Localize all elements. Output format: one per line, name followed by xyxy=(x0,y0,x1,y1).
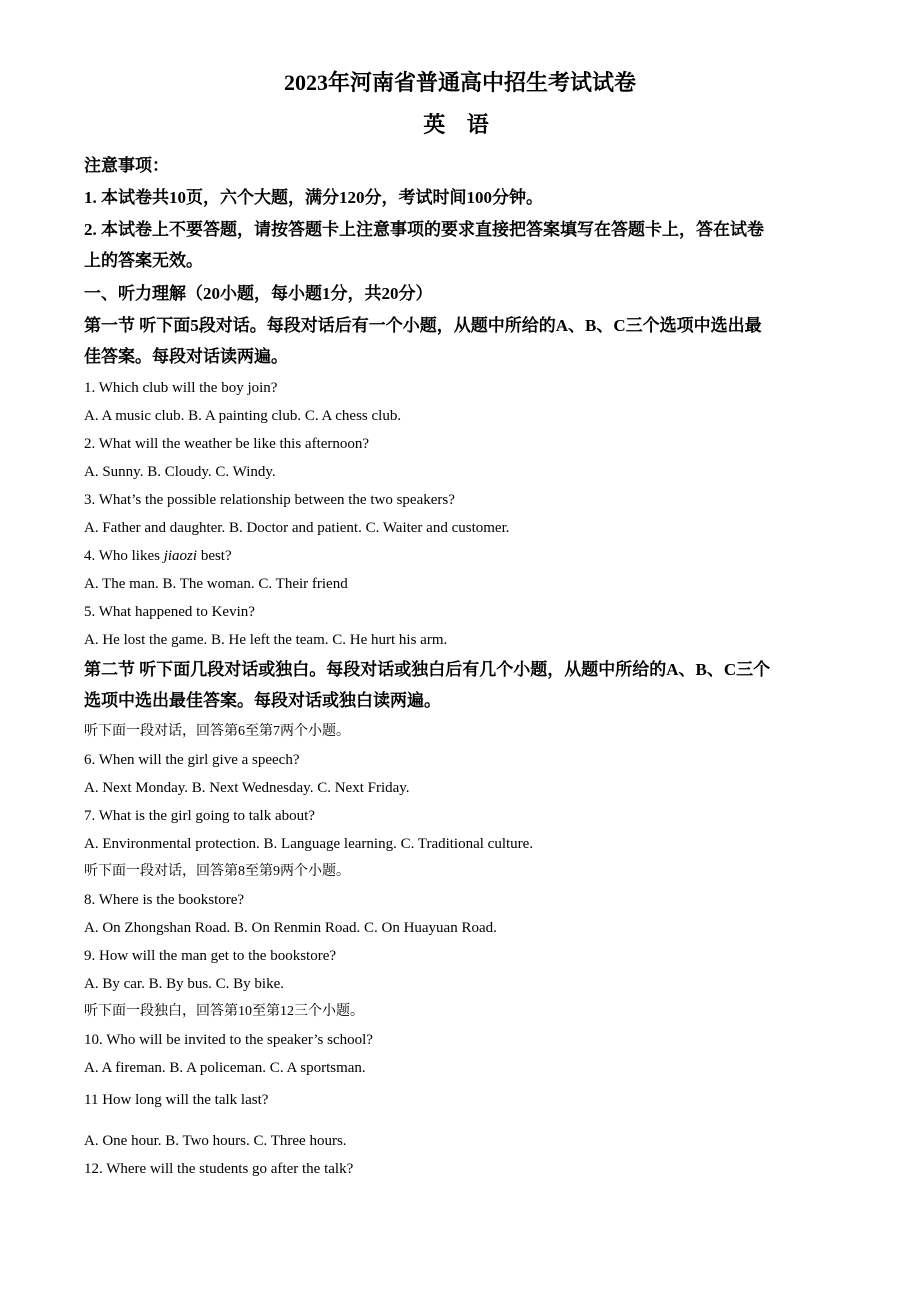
notice-item-2-line-1: 2. 本试卷上不要答题，请按答题卡上注意事项的要求直接把答案填写在答题卡上，答在试卷 xyxy=(84,220,764,239)
question-9: 9. How will the man get to the bookstore? xyxy=(84,948,337,964)
question-6-options: A. Next Monday. B. Next Wednesday. C. Next Friday. xyxy=(84,780,410,796)
section2-instruction-line-2: 选项中选出最佳答案。每段对话或独白读两遍。 xyxy=(84,691,441,710)
part1-heading: 一、听力理解（20小题，每小题1分，共20分） xyxy=(84,284,433,303)
question-1-options: A. A music club. B. A painting club. C. A chess club. xyxy=(84,408,402,424)
question-4-suffix: best? xyxy=(197,548,232,564)
question-4-italic-word: jiaozi xyxy=(163,548,198,564)
question-10-options: A. A fireman. B. A policeman. C. A sportsman. xyxy=(84,1060,366,1076)
instruction-10-12: 听下面一段独白，回答第10至第12三个小题。 xyxy=(84,1004,364,1019)
question-5: 5. What happened to Kevin? xyxy=(84,604,255,620)
question-4-options: A. The man. B. The woman. C. Their friend xyxy=(84,576,348,592)
question-3-options: A. Father and daughter. B. Doctor and patient. C. Waiter and customer. xyxy=(84,520,510,536)
notice-item-1: 1. 本试卷共10页，六个大题，满分120分，考试时间100分钟。 xyxy=(84,188,543,207)
question-4 xyxy=(84,545,844,567)
subject-title: 英 语 xyxy=(423,112,497,137)
question-2: 2. What will the weather be like this afternoon? xyxy=(84,436,370,452)
question-7: 7. What is the girl going to talk about? xyxy=(84,808,315,824)
question-3: 3. What’s the possible relationship between the two speakers? xyxy=(84,492,455,508)
question-6: 6. When will the girl give a speech? xyxy=(84,752,300,768)
question-9-options: A. By car. B. By bus. C. By bike. xyxy=(84,976,285,992)
question-8: 8. Where is the bookstore? xyxy=(84,892,245,908)
notice-heading: 注意事项： xyxy=(84,156,169,175)
question-11-options: A. One hour. B. Two hours. C. Three hours. xyxy=(84,1133,347,1149)
question-1: 1. Which club will the boy join? xyxy=(84,380,278,396)
question-2-options: A. Sunny. B. Cloudy. C. Windy. xyxy=(84,464,276,480)
section1-instruction-line-2: 佳答案。每段对话读两遍。 xyxy=(84,347,288,366)
instruction-6-7: 听下面一段对话，回答第6至第7两个小题。 xyxy=(84,724,350,739)
question-10: 10. Who will be invited to the speaker’s school? xyxy=(84,1032,373,1048)
instruction-8-9: 听下面一段对话，回答第8至第9两个小题。 xyxy=(84,864,350,879)
question-7-options: A. Environmental protection. B. Language learning. C. Traditional culture. xyxy=(84,836,534,852)
question-11: 11 How long will the talk last? xyxy=(84,1092,269,1108)
notice-item-2-line-2: 上的答案无效。 xyxy=(84,251,203,270)
question-5-options: A. He lost the game. B. He left the team. C. He hurt his arm. xyxy=(84,632,448,648)
exam-title: 2023年河南省普通高中招生考试试卷 xyxy=(283,70,636,95)
section1-instruction-line-1: 第一节 听下面5段对话。每段对话后有一个小题，从题中所给的A、B、C三个选项中选出最 xyxy=(84,316,762,335)
section2-instruction-line-1: 第二节 听下面几段对话或独白。每段对话或独白后有几个小题，从题中所给的A、B、C三个 xyxy=(84,660,771,679)
question-4-prefix: 4. Who likes xyxy=(84,548,164,564)
question-8-options: A. On Zhongshan Road. B. On Renmin Road. C. On Huayuan Road. xyxy=(84,920,497,936)
question-12: 12. Where will the students go after the talk? xyxy=(84,1161,354,1177)
